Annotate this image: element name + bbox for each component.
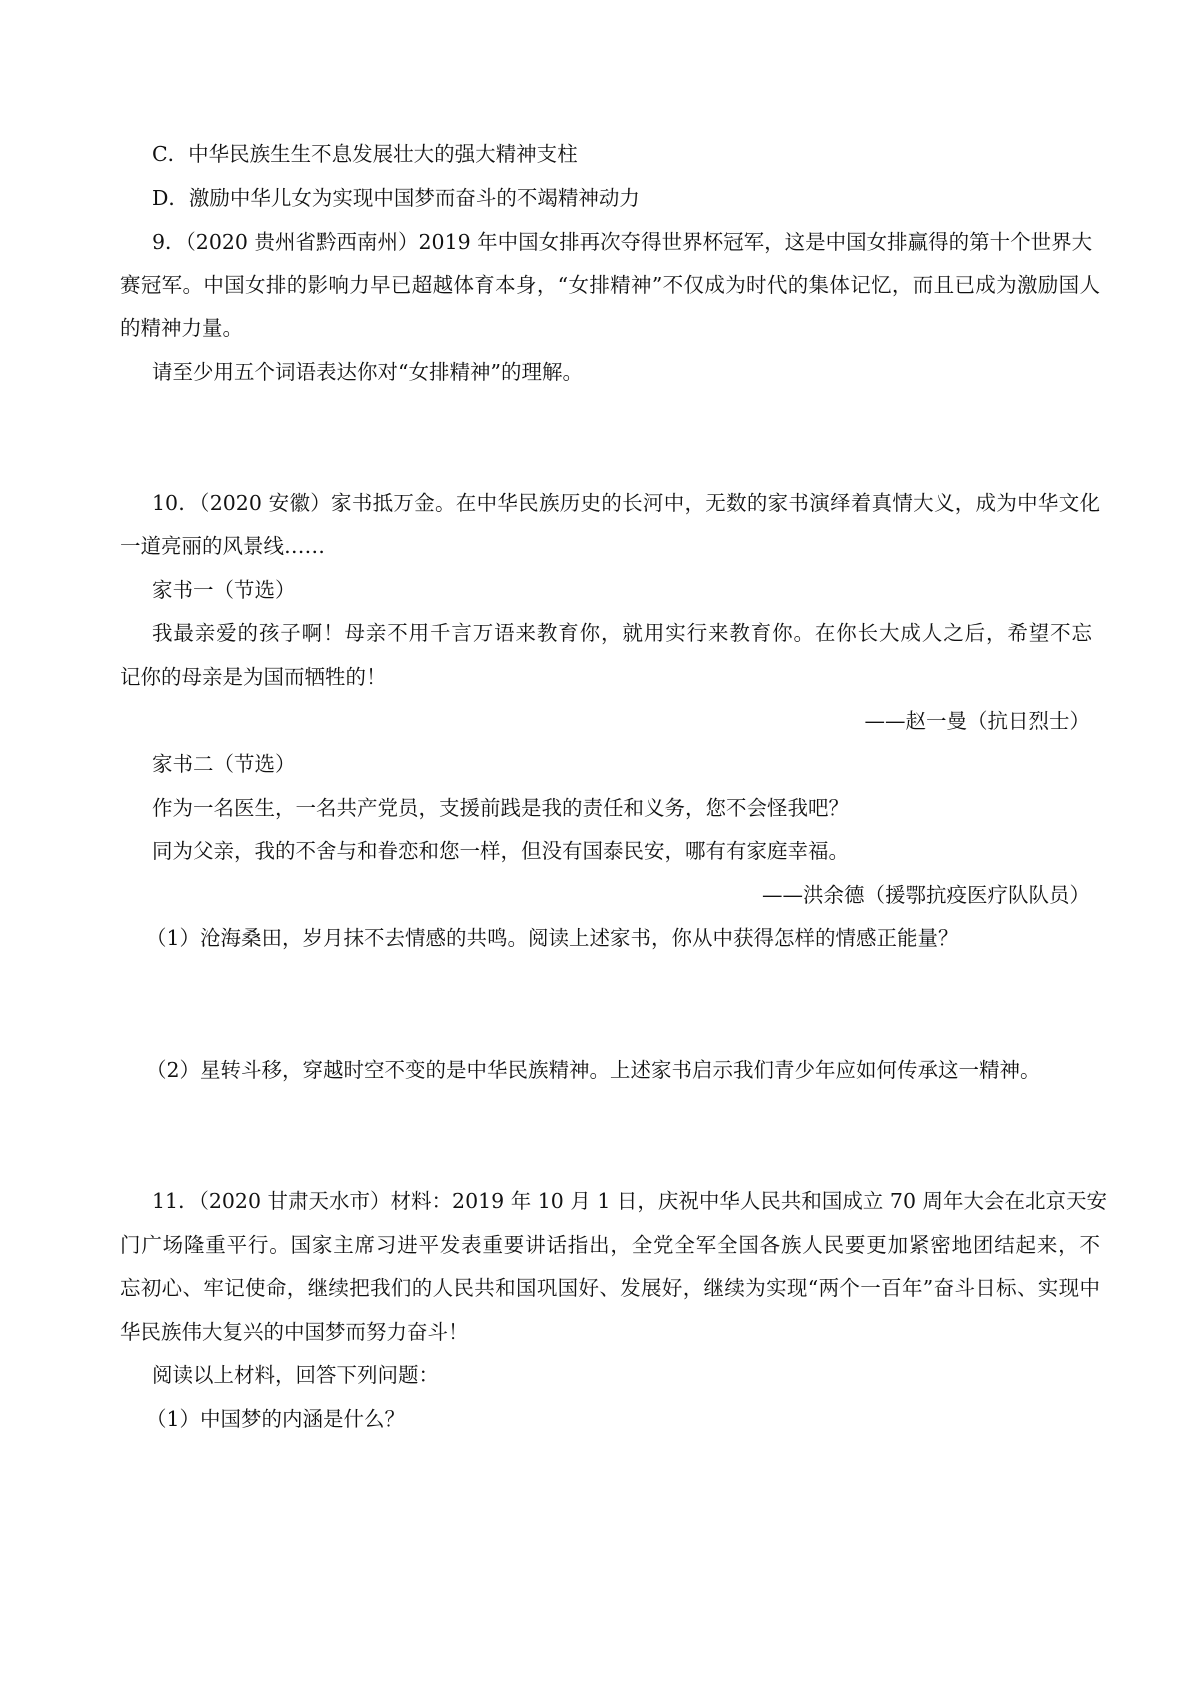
letter-1-line-1: 我最亲爱的孩子啊！母亲不用千言万语来教育你，就用实行来教育你。在你长大成人之后，希望不忘: [152, 621, 1092, 645]
question-11-line-2: 门广场隆重平行。国家主席习进平发表重要讲话指出，全党全军全国各族人民要更加紧密地团结起来，不: [120, 1233, 1100, 1257]
letter-2-line-2: 同为父亲，我的不舍与和眷恋和您一样，但没有国泰民安，哪有有家庭幸福。: [152, 839, 849, 863]
option-c: C．中华民族生生不息发展壮大的强大精神支柱: [152, 142, 578, 166]
option-d: D．激励中华儿女为实现中国梦而奋斗的不竭精神动力: [152, 186, 640, 210]
letter-1-heading: 家书一（节选）: [152, 578, 296, 602]
letter-2-signature: ——洪余德（援鄂抗疫医疗队队员）: [762, 883, 1090, 907]
letter-1-signature: ——赵一曼（抗日烈士）: [864, 709, 1090, 733]
question-10-line-2: 一道亮丽的风景线……: [120, 534, 325, 558]
question-11-line-3: 忘初心、牢记使命，继续把我们的人民共和国巩国好、发展好，继续为实现“两个一百年”奋斗日标、实现中: [120, 1276, 1100, 1300]
letter-2-heading: 家书二（节选）: [152, 752, 296, 776]
question-11-line-1: 11．（2020 甘肃天水市）材料：2019 年 10 月 1 日，庆祝中华人民共和国成立 70 周年大会在北京天安: [152, 1189, 1108, 1213]
question-9-line-1: 9．（2020 贵州省黔西南州）2019 年中国女排再次夺得世界杯冠军，这是中国女排赢得的第十个世界大: [152, 230, 1093, 254]
question-11-instruction: 阅读以上材料，回答下列问题：: [152, 1363, 439, 1387]
question-9-line-3: 的精神力量。: [120, 316, 243, 340]
question-11-line-4: 华民族伟大复兴的中国梦而努力奋斗！: [120, 1320, 469, 1344]
question-9-prompt: 请至少用五个词语表达你对“女排精神”的理解。: [152, 360, 583, 384]
question-10-sub-1: （1）沧海桑田，岁月抹不去情感的共鸣。阅读上述家书，你从中获得怎样的情感正能量？: [146, 926, 959, 950]
question-11-sub-1: （1）中国梦的内涵是什么？: [146, 1407, 406, 1431]
letter-2-line-1: 作为一名医生，一名共产党员，支援前践是我的责任和义务，您不会怪我吧？: [152, 796, 849, 820]
question-9-line-2: 赛冠军。中国女排的影响力早已超越体育本身，“女排精神”不仅成为时代的集体记忆，而且已成为激励国人: [120, 273, 1100, 297]
question-10-sub-2: （2）星转斗移，穿越时空不变的是中华民族精神。上述家书启示我们青少年应如何传承这一精神。: [146, 1058, 1041, 1082]
question-10-line-1: 10．（2020 安徽）家书抵万金。在中华民族历史的长河中，无数的家书演绎着真情大义，成为中华文化: [152, 491, 1100, 515]
letter-1-line-2: 记你的母亲是为国而牺牲的！: [120, 665, 387, 689]
